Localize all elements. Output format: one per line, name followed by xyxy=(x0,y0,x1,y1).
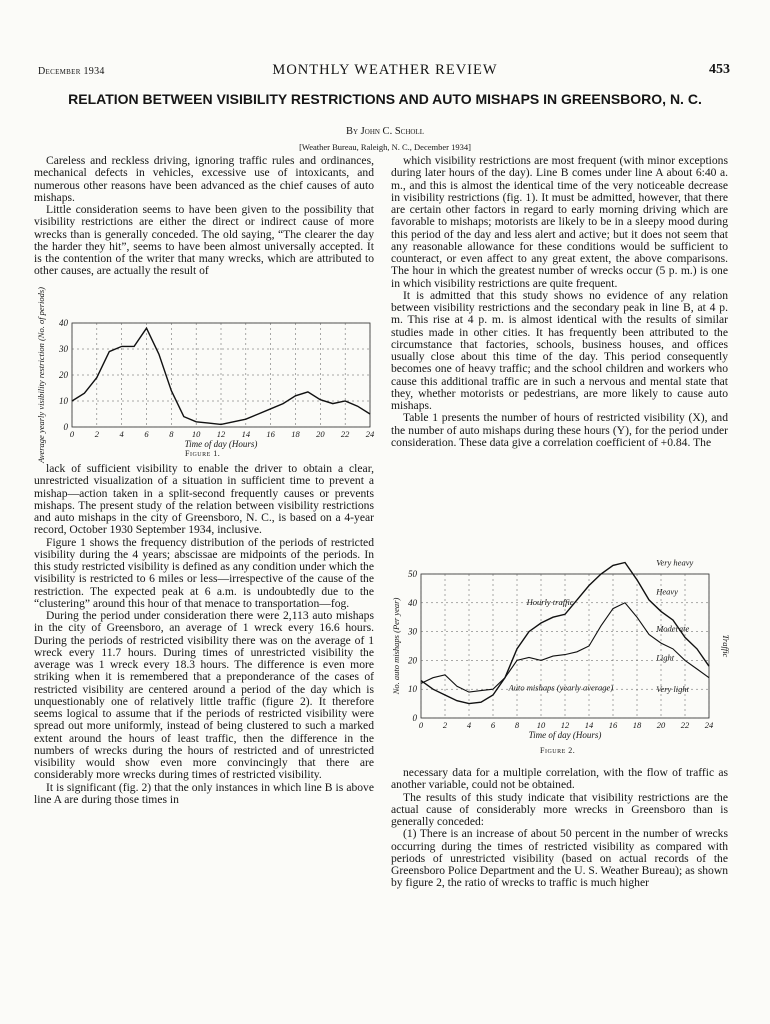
y-axis-title: No. auto mishaps (Per year) xyxy=(391,597,401,695)
header-date: December 1934 xyxy=(38,66,105,77)
left-column-top xyxy=(34,155,374,278)
y-tick-label: 0 xyxy=(412,713,417,723)
x-tick-label: 2 xyxy=(94,429,99,439)
x-axis-title: Time of day (Hours) xyxy=(528,730,602,740)
x-tick-label: 6 xyxy=(144,429,149,439)
figure-2-chart xyxy=(391,557,731,746)
y-tick-label: 0 xyxy=(63,422,68,432)
header-page-number: 453 xyxy=(709,62,730,77)
x-tick-label: 18 xyxy=(632,720,642,730)
right-column-top xyxy=(391,155,728,449)
x-tick-label: 20 xyxy=(316,429,325,439)
traffic-scale-label: Moderate xyxy=(656,623,690,634)
x-tick-label: 6 xyxy=(490,720,496,730)
x-tick-label: 12 xyxy=(216,429,226,439)
paragraph: Figure 1 shows the frequency distribution of the periods of restricted visibility during the 4 years; abscissae are midpoints of the periods. In this study restricted visibility is defined as any condition under which the visibility is restricted to 6 miles or less—irrespective of the cause of the restriction. The expected peak at 6 a.m. is undoubtedly due to the “clustering” around this hour of that menace to transportation—fog. xyxy=(34,535,374,610)
x-tick-label: 10 xyxy=(191,429,201,439)
x-tick-label: 12 xyxy=(560,720,570,730)
left-column-bottom xyxy=(34,463,374,806)
paragraph: Careless and reckless driving, ignoring traffic rules and ordinances, mechanical defects in vehicles, excessive use of intoxicants, and numerous other reasons have been advanced as the chief causes of auto mishaps. xyxy=(34,154,374,204)
paragraph: It is admitted that this study shows no evidence of any relation between visibility restrictions and the secondary peak in line B, at 4 p. m. This rise at 4 p. m. is almost identical with the results of similar studies made in other cities. It has frequently been attributed to the circumstance that factories, schools, business houses, and offices usually close about this time of the day. This period consequently becomes one of heavy traffic; and the school children and workers who cause this additional traffic are in such a nervous and mental state that they, whether motorists or pedestrians, are more likely to cause auto mishaps. xyxy=(391,288,728,412)
y-tick-label: 20 xyxy=(59,370,68,380)
y-tick-label: 30 xyxy=(408,626,417,637)
traffic-scale-label: Heavy xyxy=(656,586,678,597)
paragraph: It is significant (fig. 2) that the only instances in which line B is above line A are during those times in xyxy=(34,780,374,806)
x-tick-label: 8 xyxy=(169,429,174,439)
traffic-scale-label: Very light xyxy=(656,684,690,695)
x-tick-label: 16 xyxy=(266,429,275,439)
x-tick-label: 20 xyxy=(656,720,666,730)
y-axis-title: Average yearly visibility restriction (No. of periods) xyxy=(36,286,46,464)
x-tick-label: 10 xyxy=(536,720,546,730)
paragraph: necessary data for a multiple correlation, with the flow of traffic as another variable, could not be obtained. xyxy=(391,766,728,792)
x-axis-title: Time of day (Hours) xyxy=(184,439,258,449)
header-journal: MONTHLY WEATHER REVIEW xyxy=(272,62,498,78)
paragraph: During the period under consideration there were 2,113 auto mishaps in the city of Greensboro, an average of 1 wreck every 16.6 hours. During the periods of restricted visibility there was on the average of 1 wreck every 11.7 hours. During times of unrestricted visibility the average was 1 wreck every 18.3 hours. The difference is even more striking when it is remembered that a preponderance of the cases of restricted visibility are centered around a period of the day which is unquestionably one of relatively little traffic (figure 2). It therefore seems logical to assume that if the periods of restricted visibility were spread out more uniformly, instead of being clustered to such a marked extent around the hours of least traffic, then the difference in the numbers of wrecks during the hours of restricted and of unrestricted visibility would show even more convincingly that there are considerably more wrecks during times of restricted visibility. xyxy=(34,609,374,782)
y-tick-label: 10 xyxy=(59,396,68,406)
y-tick-label: 20 xyxy=(408,655,417,666)
figure-1-caption: Figure 1. xyxy=(185,449,221,458)
article-affiliation: [Weather Bureau, Raleigh, N. C., December 1934] xyxy=(299,142,471,152)
series-line-1 xyxy=(421,603,709,695)
figure-2-caption: Figure 2. xyxy=(540,746,576,755)
x-tick-label: 24 xyxy=(704,720,714,730)
x-tick-label: 0 xyxy=(69,429,75,439)
right-column-bottom xyxy=(391,767,728,890)
x-tick-label: 22 xyxy=(340,429,350,439)
y2-axis-title: Traffic xyxy=(721,634,731,658)
x-tick-label: 18 xyxy=(291,429,300,439)
series-label-traffic: Hourly traffic xyxy=(526,596,574,607)
article-byline: By John C. Scholl xyxy=(346,126,424,137)
x-tick-label: 8 xyxy=(514,720,520,730)
paragraph: Table 1 presents the number of hours of restricted visibility (X), and the number of auto mishaps during these hours (Y), for the period under consideration. These data give a correlation coefficient of +0.84. The xyxy=(391,411,728,449)
paragraph: which visibility restrictions are most frequent (with minor exceptions during later hours of the day). Line B comes under line A about 6:40 a. m., and this is almost the identical time of the very noticeable decrease in visibility restrictions (fig. 1). It must be admitted, however, that there are certain other factors in regard to early morning driving which are favorable to mishaps; motorists are likely to be in a sleepy mood during this period of the day and less alert and active; but it does not seem that any reasonable allowance for these conditions would be sufficient to counteract, or even affect to any great extent, the above comparisons. The hour in which the greatest number of wrecks occur (5 p. m.) is one in which visibility restrictions are quite frequent. xyxy=(391,154,728,290)
x-tick-label: 14 xyxy=(584,720,594,730)
y-tick-label: 10 xyxy=(408,684,417,695)
x-tick-label: 2 xyxy=(442,720,448,730)
article-title: RELATION BETWEEN VISIBILITY RESTRICTIONS AND AUTO MISHAPS IN GREENSBORO, N. C. xyxy=(68,91,702,107)
x-tick-label: 0 xyxy=(418,720,424,730)
x-tick-label: 22 xyxy=(680,720,690,730)
x-tick-label: 14 xyxy=(241,429,251,439)
paragraph: Little consideration seems to have been given to the possibility that visibility restrictions are either the direct or indirect cause of more wrecks than is generally conceded. The old saying, “The clearer the day the harder they hit”, seems to have been almost universally accepted. It is the contention of the writer that many wrecks, which are attributed to other causes, are actually the result of xyxy=(34,203,374,278)
x-tick-label: 24 xyxy=(365,429,375,439)
paragraph: lack of sufficient visibility to enable the driver to obtain a clear, unrestricted visualization of a situation in sufficient time to prevent a mishap—action taken in a split-second frequently causes or prevents mishaps. The present study of the relation between visibility restrictions and auto mishaps in the city of Greensboro, N. C., is based on a 4-year record, October 1930 September 1934, inclusive. xyxy=(34,462,374,537)
x-tick-label: 4 xyxy=(119,429,124,439)
traffic-scale-label: Very heavy xyxy=(656,557,694,568)
paragraph: (1) There is an increase of about 50 percent in the number of wrecks occurring during the times of restricted visibility as compared with periods of unrestricted visibility (based on actual records of the Greensboro Police Department and the U. S. Weather Bureau); as shown by figure 2, the ratio of wrecks to traffic is much higher xyxy=(391,827,728,890)
paragraph: The results of this study indicate that visibility restrictions are the actual cause of considerably more wrecks in Greensboro than is generally conceded: xyxy=(391,790,728,828)
y-tick-label: 40 xyxy=(59,318,68,328)
y-tick-label: 50 xyxy=(408,569,417,579)
series-label-mishaps: Auto mishaps (yearly average) xyxy=(508,682,614,693)
traffic-scale-label: Light xyxy=(656,652,675,663)
x-tick-label: 4 xyxy=(466,720,472,730)
y-tick-label: 30 xyxy=(59,344,68,354)
x-tick-label: 16 xyxy=(608,720,618,730)
y-tick-label: 40 xyxy=(408,597,417,608)
